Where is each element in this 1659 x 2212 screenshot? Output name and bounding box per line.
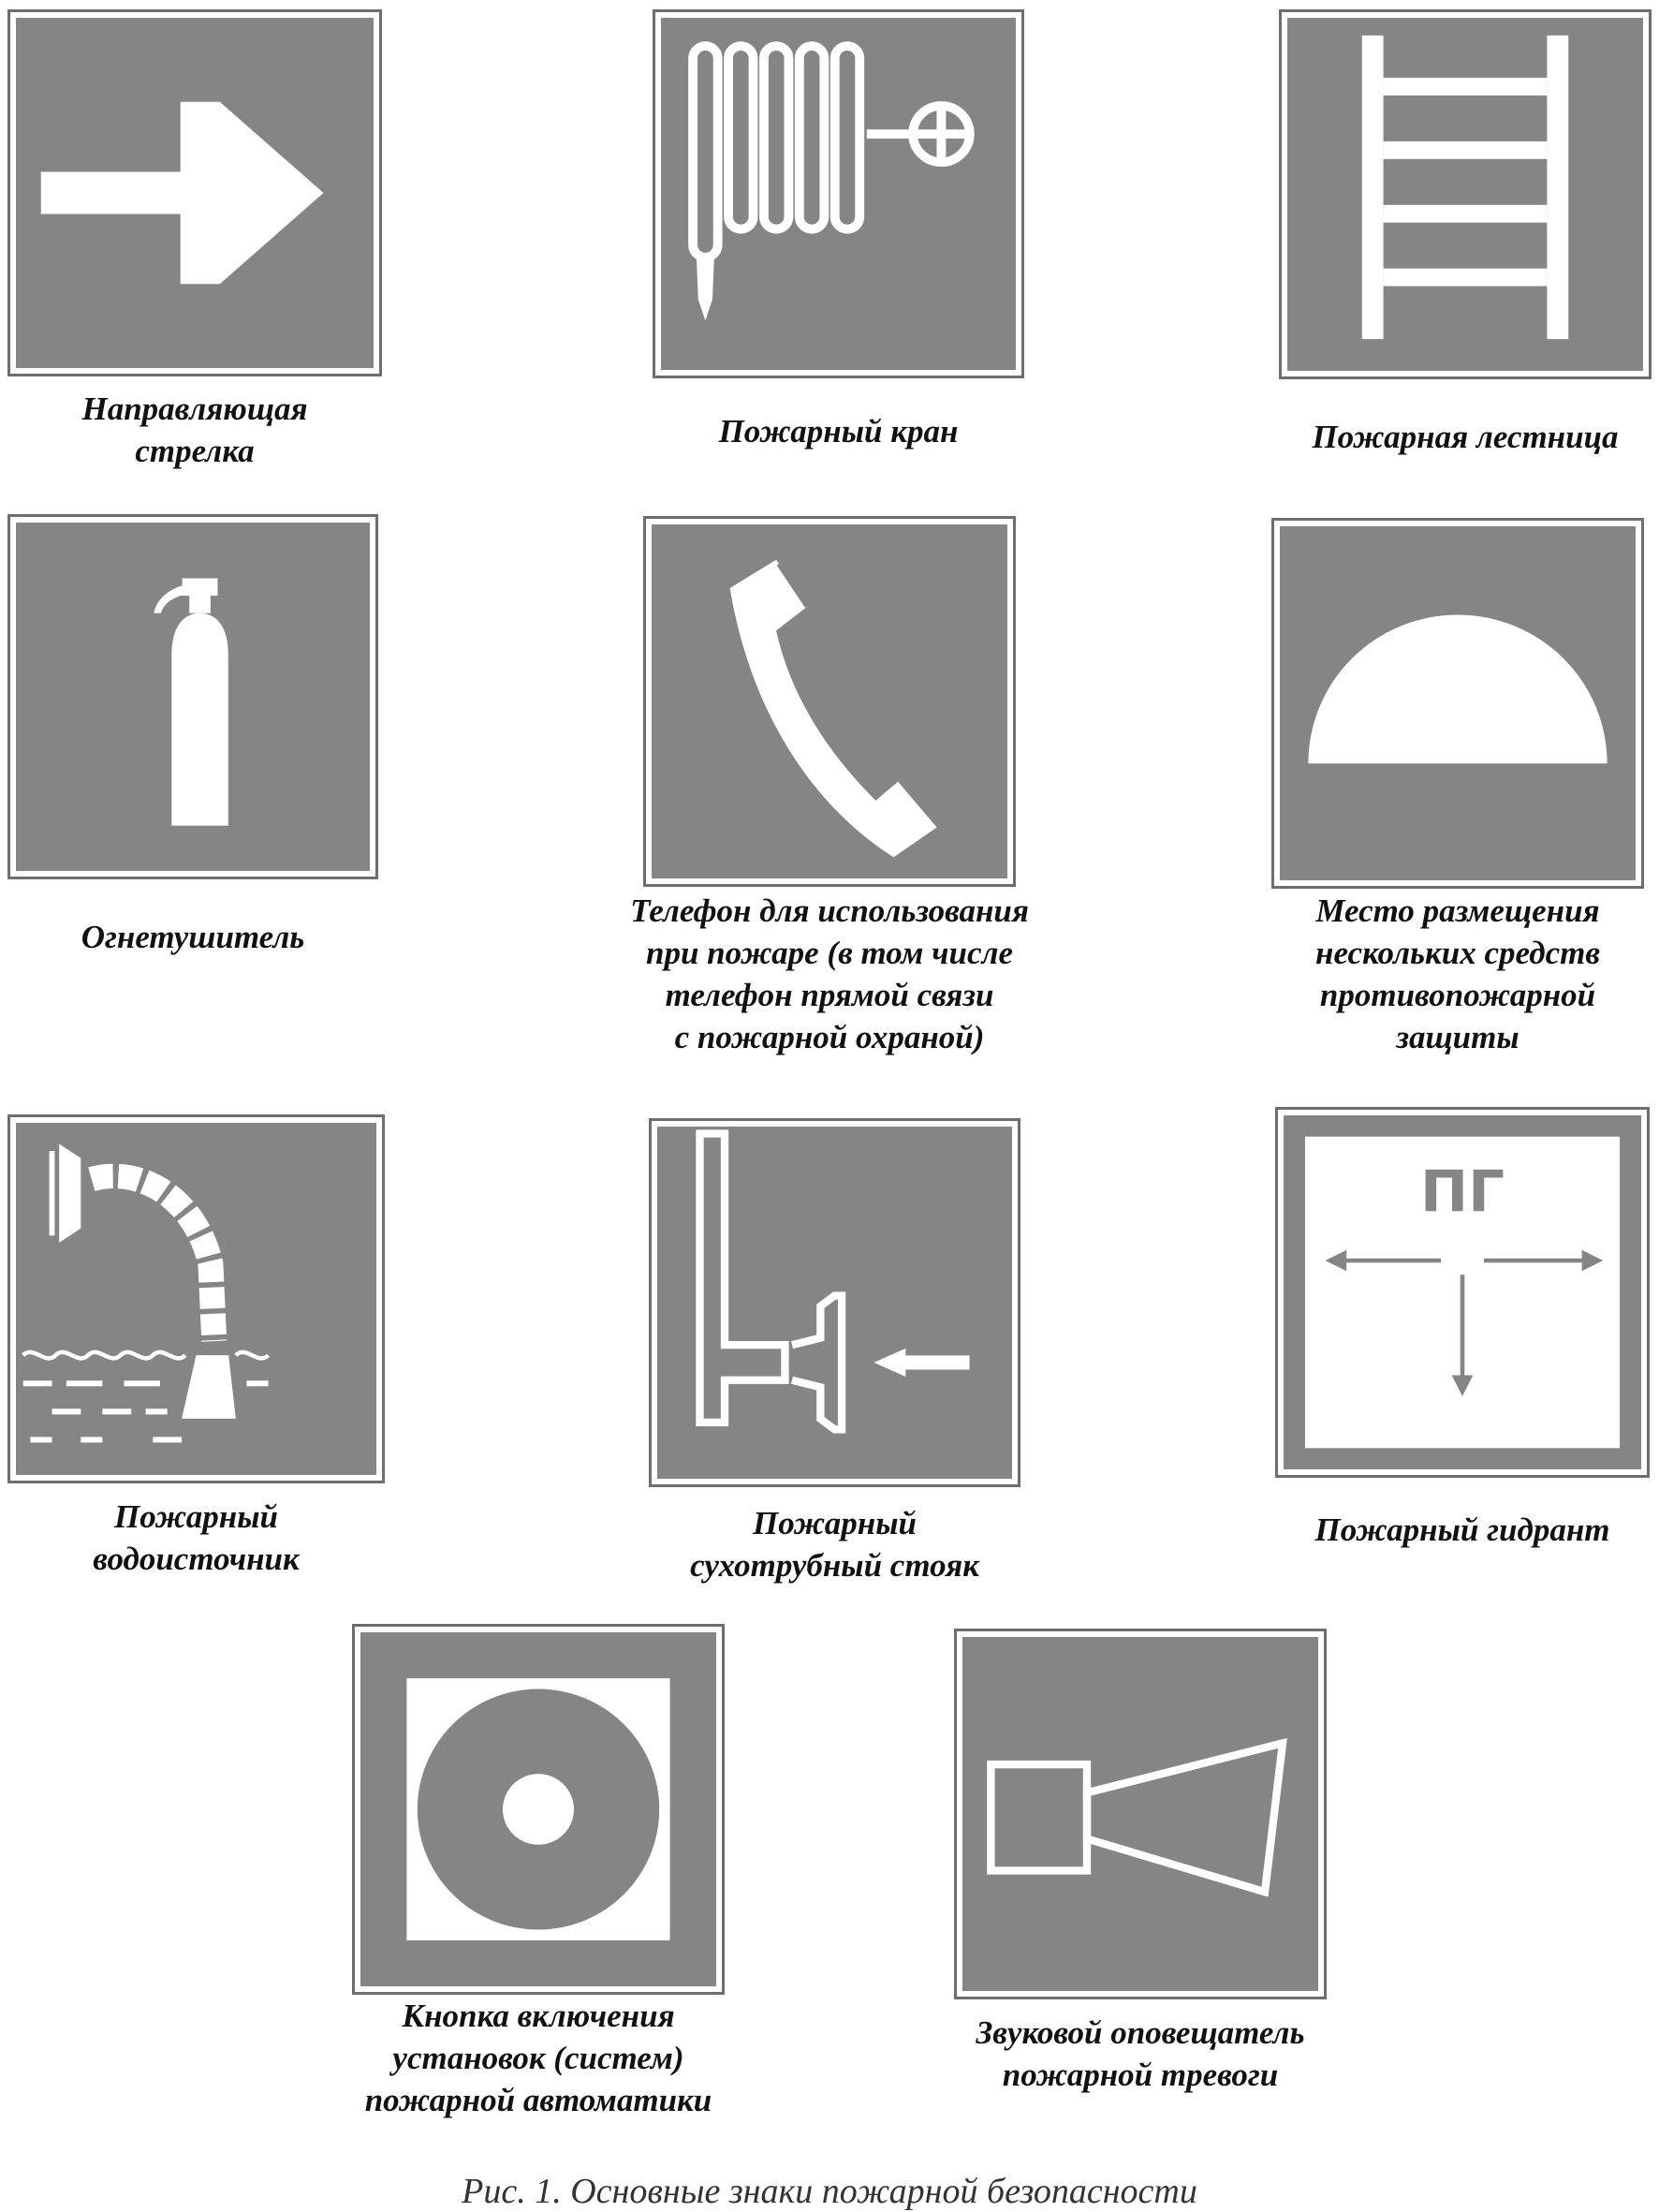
figure-caption: Рис. 1. Основные знаки пожарной безопасности — [462, 2172, 1197, 2211]
caption-fire-telephone: Телефон для использования при пожаре (в том числе телефон прямой связи с пожарной охраной) — [630, 892, 1029, 1055]
caption-direction-arrow: Направляющая стрелка — [81, 391, 308, 469]
water-source-icon — [16, 1123, 376, 1475]
caption-fire-hydrant: Пожарный гидрант — [1314, 1512, 1610, 1548]
sign-fire-ladder — [1279, 9, 1652, 379]
caption-fire-ladder: Пожарная лестница — [1312, 419, 1619, 455]
arrow-right-icon — [16, 18, 374, 368]
telephone-icon — [652, 524, 1007, 878]
dry-riser-icon — [657, 1127, 1012, 1479]
caption-dry-riser: Пожарный сухотрубный стояк — [690, 1505, 979, 1584]
sign-dry-riser — [649, 1118, 1020, 1487]
caption-fire-alarm-button: Кнопка включения установок (систем) пожарной автоматики — [364, 1998, 712, 2118]
sign-fire-telephone — [643, 516, 1016, 887]
caption-fire-alarm-sounder: Звуковой оповещатель пожарной тревоги — [976, 2014, 1305, 2093]
ladder-icon — [1287, 18, 1643, 371]
sign-fire-hose-reel — [653, 9, 1024, 378]
sign-fire-equipment-location — [1271, 518, 1644, 889]
sign-fire-alarm-sounder — [954, 1629, 1327, 1999]
fire-hose-reel-icon — [661, 18, 1016, 370]
fire-alarm-button-icon — [360, 1632, 716, 1986]
sign-fire-extinguisher — [7, 514, 378, 879]
fire-hydrant-icon — [1284, 1115, 1641, 1469]
caption-fire-extinguisher: Огнетушитель — [81, 919, 305, 955]
sign-fire-water-source — [7, 1114, 385, 1483]
caption-fire-equipment-location: Место размещения нескольких средств противопожарной защиты — [1315, 892, 1600, 1055]
sign-fire-hydrant — [1275, 1107, 1650, 1478]
sounder-icon — [962, 1637, 1318, 1991]
sign-direction-arrow — [7, 9, 382, 376]
semicircle-icon — [1280, 526, 1636, 880]
fire-extinguisher-icon — [16, 523, 370, 871]
sign-fire-alarm-button — [352, 1624, 725, 1995]
caption-fire-water-source: Пожарный водоисточник — [93, 1498, 300, 1577]
svg-text:ПГ: ПГ — [1419, 1159, 1505, 1225]
caption-fire-hose-reel: Пожарный кран — [718, 413, 959, 450]
